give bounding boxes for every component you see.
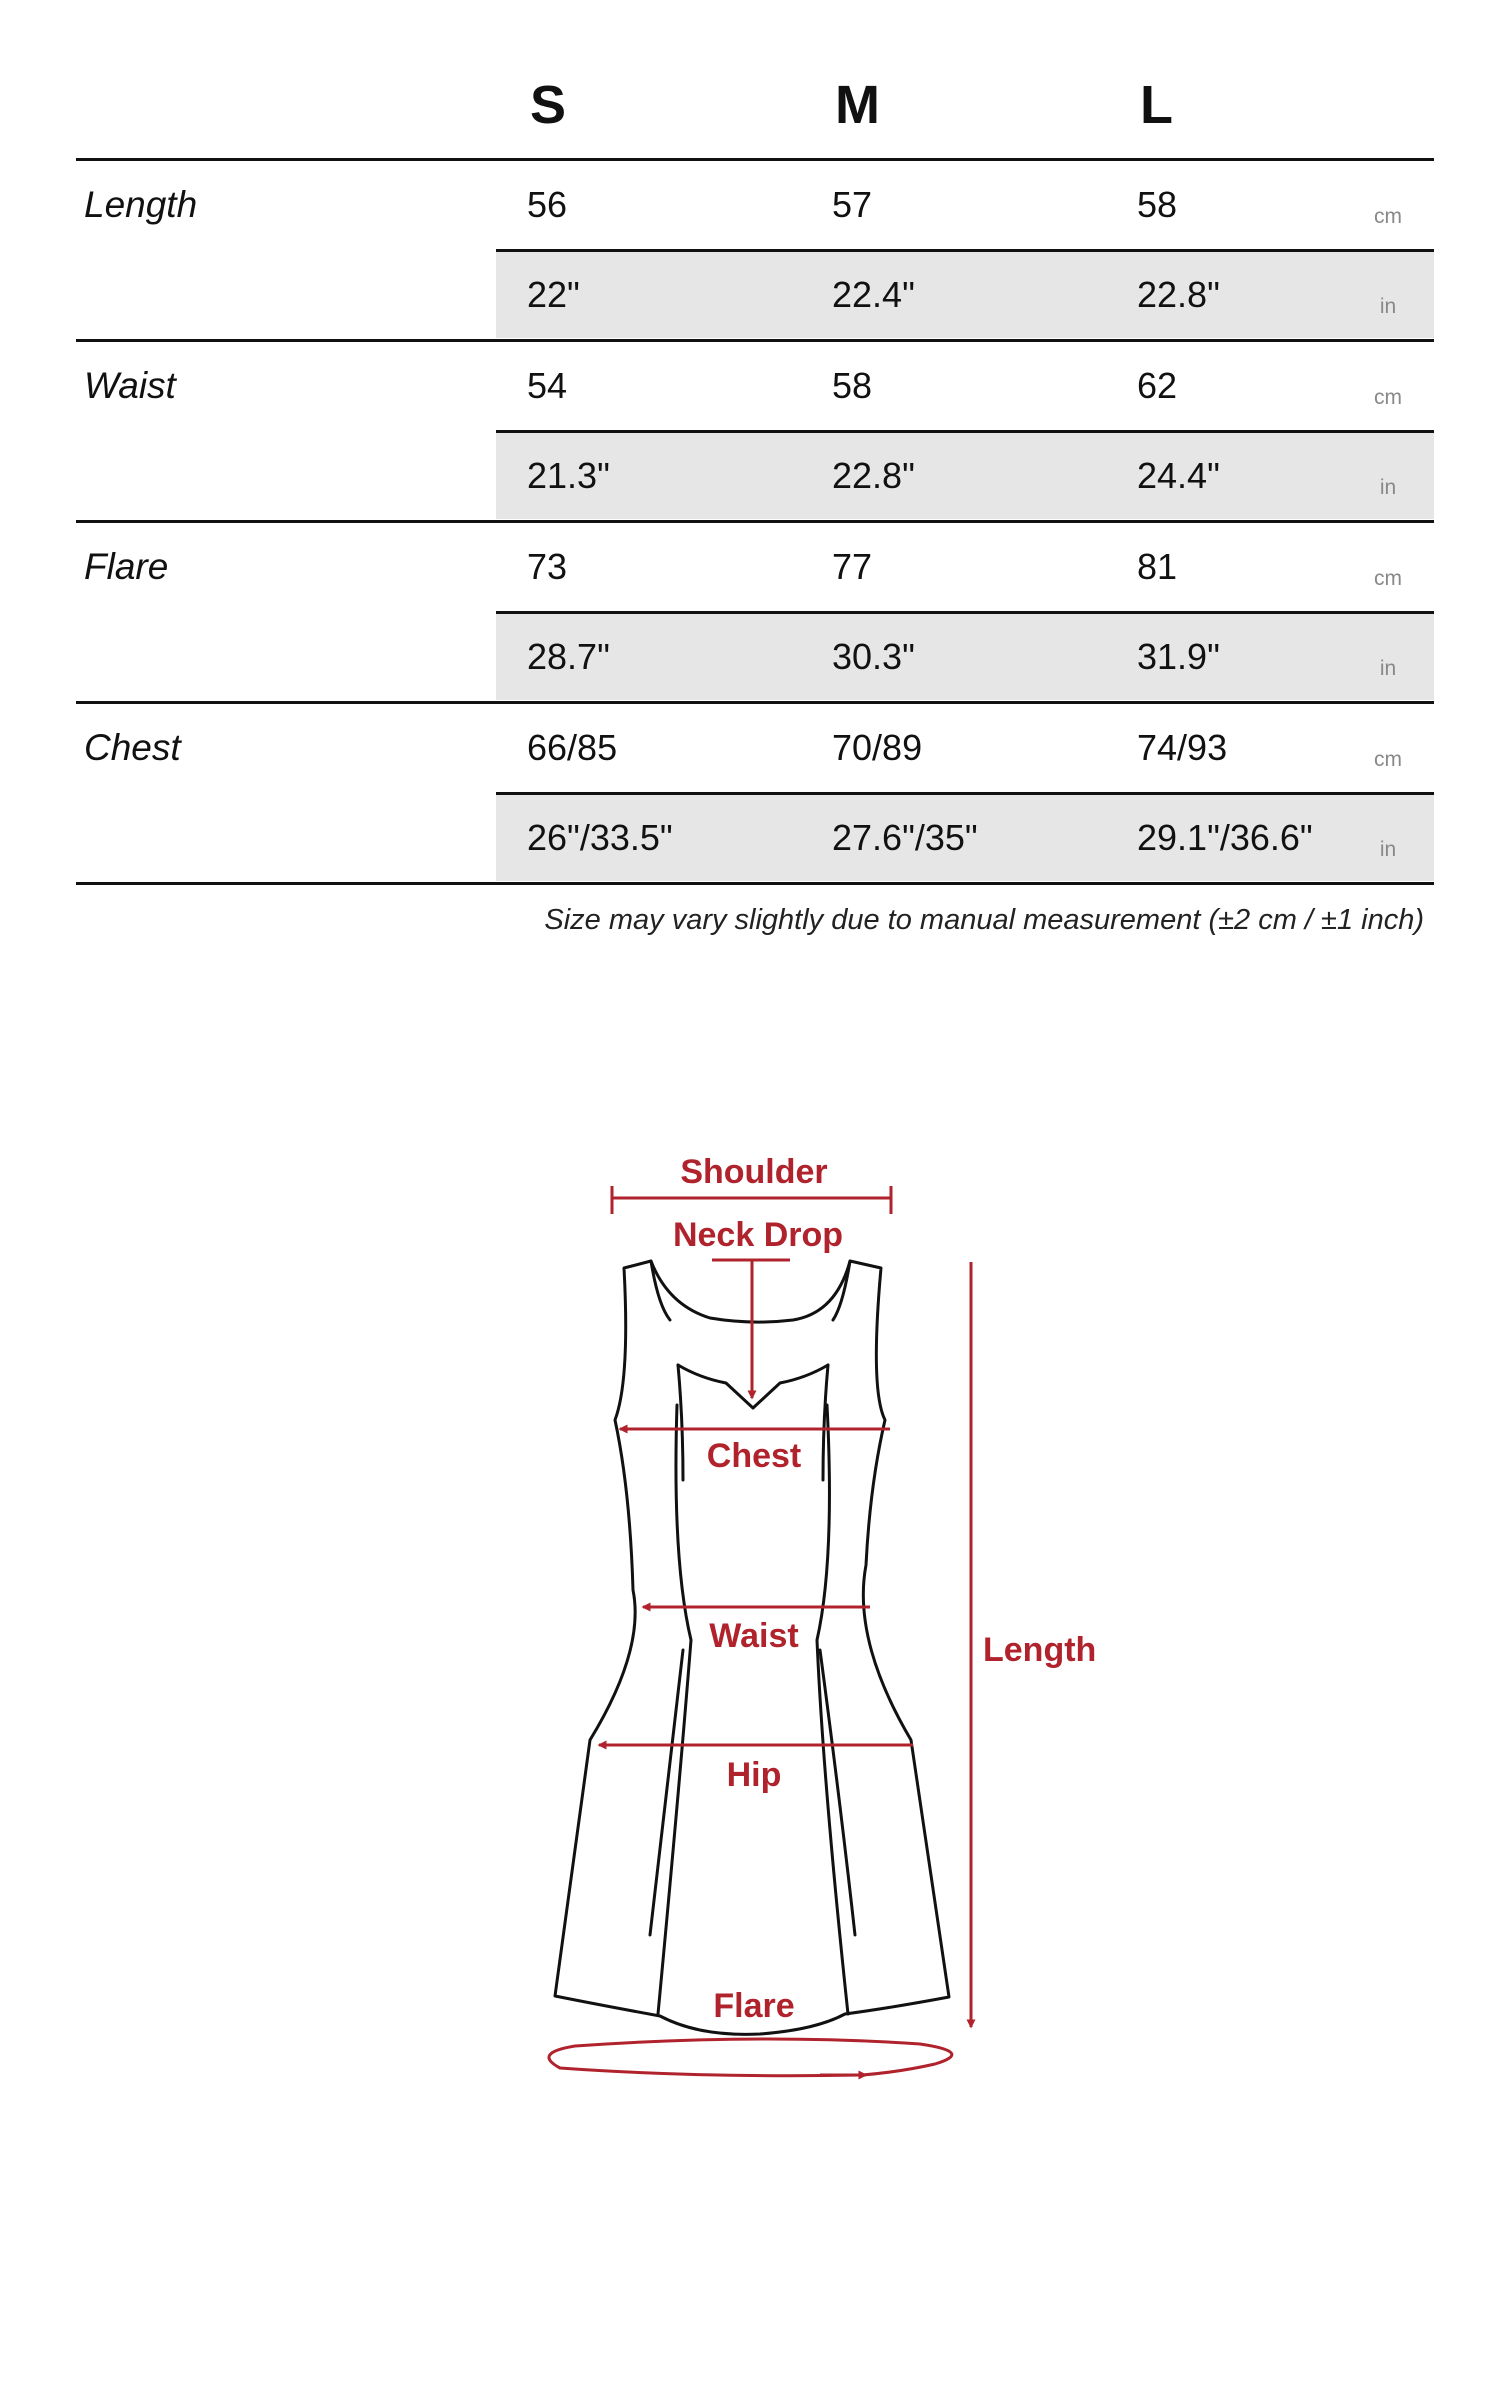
chest-label: Chest xyxy=(706,1437,802,1475)
length-m-cm: 57 xyxy=(832,184,873,225)
waist-m-in: 22.8" xyxy=(832,455,915,496)
flare-ellipse xyxy=(549,2039,952,2076)
flare-l-cm: 81 xyxy=(1137,546,1178,587)
unit-cm-label: cm xyxy=(1374,386,1402,409)
table-rule-length-mid xyxy=(496,249,1434,252)
table-rule-flare-mid xyxy=(496,611,1434,614)
chest-m-cm: 70/89 xyxy=(832,727,923,768)
size-header-s: S xyxy=(530,75,567,135)
table-rule-flare-end xyxy=(76,701,1434,704)
row-label-length: Length xyxy=(84,184,198,225)
waist-label: Waist xyxy=(709,1617,799,1655)
table-rule-waist-mid xyxy=(496,430,1434,433)
dress-diagram xyxy=(0,1100,1500,2150)
unit-in-label: in xyxy=(1379,657,1397,680)
table-rule-chest-mid xyxy=(496,792,1434,795)
row-label-waist: Waist xyxy=(84,365,176,406)
flare-l-in: 31.9" xyxy=(1137,636,1220,677)
right-strap-edge xyxy=(833,1261,850,1320)
left-princess-seam xyxy=(658,1405,691,2014)
chest-s-cm: 66/85 xyxy=(527,727,618,768)
unit-cm-label: cm xyxy=(1374,748,1402,771)
unit-in-label: in xyxy=(1379,838,1397,861)
size-header-l: L xyxy=(1140,75,1173,135)
flare-label: Flare xyxy=(713,1987,795,2025)
length-s-in: 22" xyxy=(527,274,580,315)
row-shade-waist-in xyxy=(496,432,1434,519)
waist-s-in: 21.3" xyxy=(527,455,610,496)
chest-l-cm: 74/93 xyxy=(1137,727,1228,768)
waist-l-in: 24.4" xyxy=(1137,455,1220,496)
row-label-chest: Chest xyxy=(84,727,181,768)
waist-m-cm: 58 xyxy=(832,365,873,406)
left-bodice-seam xyxy=(678,1365,683,1480)
length-s-cm: 56 xyxy=(527,184,568,225)
waist-l-cm: 62 xyxy=(1137,365,1178,406)
flare-s-in: 28.7" xyxy=(527,636,610,677)
length-l-cm: 58 xyxy=(1137,184,1178,225)
length-l-in: 22.8" xyxy=(1137,274,1220,315)
flare-m-cm: 77 xyxy=(832,546,873,587)
chest-m-in: 27.6"/35" xyxy=(832,817,978,858)
waist-s-cm: 54 xyxy=(527,365,568,406)
shoulder-label: Shoulder xyxy=(680,1153,828,1191)
flare-m-in: 30.3" xyxy=(832,636,915,677)
right-princess-seam xyxy=(817,1405,848,2014)
length-m-in: 22.4" xyxy=(832,274,915,315)
table-rule-length-end xyxy=(76,339,1434,342)
unit-cm-label: cm xyxy=(1374,567,1402,590)
chest-s-in: 26"/33.5" xyxy=(527,817,673,858)
hip-label: Hip xyxy=(726,1756,782,1794)
size-header-m: M xyxy=(835,75,880,135)
table-rule-bottom xyxy=(76,882,1434,885)
measure-labels xyxy=(673,1153,1096,2025)
chest-l-in: 29.1"/36.6" xyxy=(1137,817,1313,858)
length-label: Length xyxy=(983,1631,1097,1669)
flare-s-cm: 73 xyxy=(527,546,568,587)
neck-drop-label: Neck Drop xyxy=(672,1216,844,1254)
table-rule-top xyxy=(76,158,1434,161)
right-princess-seam-inner xyxy=(820,1650,855,1935)
row-shade-length-in xyxy=(496,251,1434,338)
unit-in-label: in xyxy=(1379,476,1397,499)
unit-cm-label: cm xyxy=(1374,205,1402,228)
table-rule-waist-end xyxy=(76,520,1434,523)
row-label-flare: Flare xyxy=(84,546,169,587)
row-shade-flare-in xyxy=(496,613,1434,700)
measurement-note: Size may vary slightly due to manual measurement (±2 cm / ±1 inch) xyxy=(544,904,1424,936)
unit-in-label: in xyxy=(1379,295,1397,318)
